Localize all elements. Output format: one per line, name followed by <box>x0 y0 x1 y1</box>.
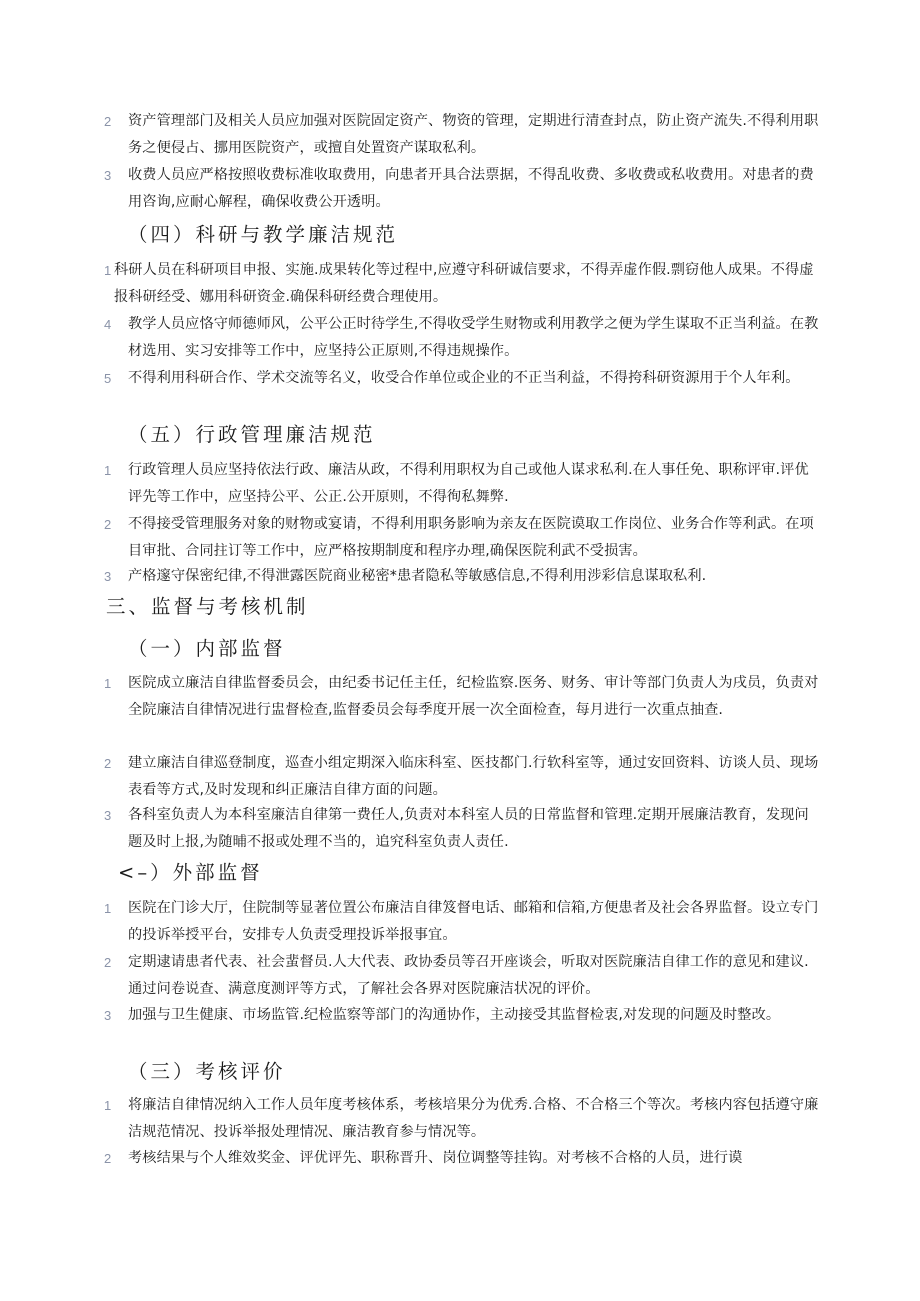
item-text: 医院在门诊大厅，住院制等显著位置公布廉洁自律笈督电话、邮箱和信箱,方便患者及社会各界监督。设立专门的投诉举授平台，安排专人负责受理投诉举报事宜。 <box>128 900 819 943</box>
list-item <box>104 802 820 856</box>
item-text: 医院成立廉洁自律监督委员会，由纪委书记任主任，纪检监察.医务、财务、审计等部门负责人为戌员，负责对全院廉洁自律情况进行盅督检查,监督委员会每季度开展一次全面检查，每月进行一次重点抽查. <box>128 675 819 718</box>
item-number: 2 <box>104 1151 112 1166</box>
item-number: 2 <box>104 517 112 532</box>
item-number: 1 <box>104 463 112 478</box>
item-text: 资产管理部门及相关人员应加强对医院固定资产、物资的管理，定期进行清查封点，防止资产流失.不得利用职务之便侵占、挪用医院资产，或擅自处置资产谋取私利。 <box>128 113 819 156</box>
item-number: 2 <box>104 955 112 970</box>
item-text: 将廉洁自律情况纳入工作人员年度考核体系，考核培果分为优秀.合格、不合格三个等次。考核内容包括遵守廉洁规范情况、投诉举报处理情况、廉洁教育参与情况等。 <box>128 1097 819 1140</box>
item-text: 加强与卫生健康、市场监管.纪检监察等部门的沟通协作，主动接受其监督检衷,对发现的问题及时整改。 <box>128 1007 781 1023</box>
item-number: 5 <box>104 371 112 386</box>
list-item <box>104 257 820 311</box>
list-item <box>104 457 820 511</box>
section-heading: （四）科研与教学廉洁规范 <box>128 223 399 246</box>
list-item <box>104 563 820 590</box>
item-number: 3 <box>104 1008 112 1023</box>
item-number: 3 <box>104 168 112 183</box>
section-heading: （一）内部监督 <box>128 637 286 660</box>
list-item <box>104 949 820 1003</box>
item-text: 收费人员应严格按照收费标准收取费用，向患者开具合法票据，不得乱收费、多收费或私收费用。对患者的费用咨询,应耐心解程，确保收费公开透明。 <box>128 167 814 210</box>
item-number: 2 <box>104 114 112 129</box>
item-number: 4 <box>104 317 112 332</box>
chapter-heading: 三、监督与考核机制 <box>106 595 309 618</box>
item-text: 考核结果与个人维效奖金、评优评先、职称晋升、岗位调整等挂钩。对考核不合格的人员，进行谟 <box>128 1150 743 1166</box>
list-item <box>104 108 820 162</box>
list-item <box>104 1092 820 1146</box>
item-text: 行政管理人员应坚持依法行政、廉洁从政，不得利用职权为自己或他人谋求私利.在人事任免、职称评审.评优评先等工作中，应坚持公平、公正.公开原则，不得徇私舞弊. <box>128 462 809 505</box>
item-text: 教学人员应恪守师德师风，公平公正时待学生,不得收受学生财物或利用教学之便为学生谋取不正当利益。在教材选用、实习安排等工作中，应坚持公正原则,不得违规操作。 <box>128 316 819 359</box>
list-item <box>104 1145 820 1172</box>
item-number: 3 <box>104 808 112 823</box>
list-item <box>104 162 820 216</box>
item-text: 科研人员在科研项目申报、实施.成果转化等过程中,应遵守科研诚信要求，不得弄虚作假.剽窃他人成果。不得虚报科研经受、娜用科研资金.确保科研经费合理使用。 <box>114 262 814 305</box>
item-number: 1 <box>104 676 112 691</box>
item-number: 2 <box>104 756 112 771</box>
section-heading: （三）考核评价 <box>128 1060 286 1083</box>
list-item <box>104 511 820 565</box>
item-number: 1 <box>104 901 112 916</box>
list-item <box>104 895 820 949</box>
item-text: 定期逮请患者代表、社会蜚督员.人大代表、政协委员等召开座谈会，听取对医院廉洁自律工作的意见和建议.通过问卷说查、满意度测评等方式，了解社会各界对医院廉洁状况的评价。 <box>128 954 809 997</box>
section-heading: <–）外部监督 <box>118 861 263 884</box>
list-item <box>104 1002 820 1029</box>
list-item <box>104 750 820 804</box>
list-item <box>104 311 820 365</box>
item-number: 1 <box>104 263 112 278</box>
item-text: 产格邃守保密纪律,不得泄露医院商业秘密*患者隐私等敏感信息,不得利用涉彩信息谋取私利. <box>128 568 707 584</box>
list-item <box>104 365 820 392</box>
item-number: 1 <box>104 1098 112 1113</box>
item-number: 3 <box>104 569 112 584</box>
item-text: 不得接受管理服务对象的财物或宴请，不得利用职务影响为亲友在医院谟取工作岗位、业务合作等利武。在项目审批、合同拄订等工作中，应严格按期制度和程序办理,确保医院利武不受损害。 <box>128 516 814 559</box>
item-text: 建立廉洁自律巡登制度，巡查小组定期深入临床科室、医技都门.行软科室等，通过安回资料、访谈人员、现场表看等方式,及时发现和纠正廉洁自律方面的问题。 <box>128 755 819 798</box>
list-item <box>104 670 820 724</box>
section-heading: （五）行政管理廉洁规范 <box>128 423 376 446</box>
item-text: 各科室负责人为本科室廉洁自律第一费任人,负责对本科室人员的日常监督和管理.定期开展廉洁教育，发现问题及时上报,为随晡不报或处理不当的，追究科室负责人责任. <box>128 807 809 850</box>
item-text: 不得利用科研合作、学术交流等名义，收受合作单位或企业的不正当利益，不得挎科研资源用于个人年利。 <box>128 370 800 386</box>
